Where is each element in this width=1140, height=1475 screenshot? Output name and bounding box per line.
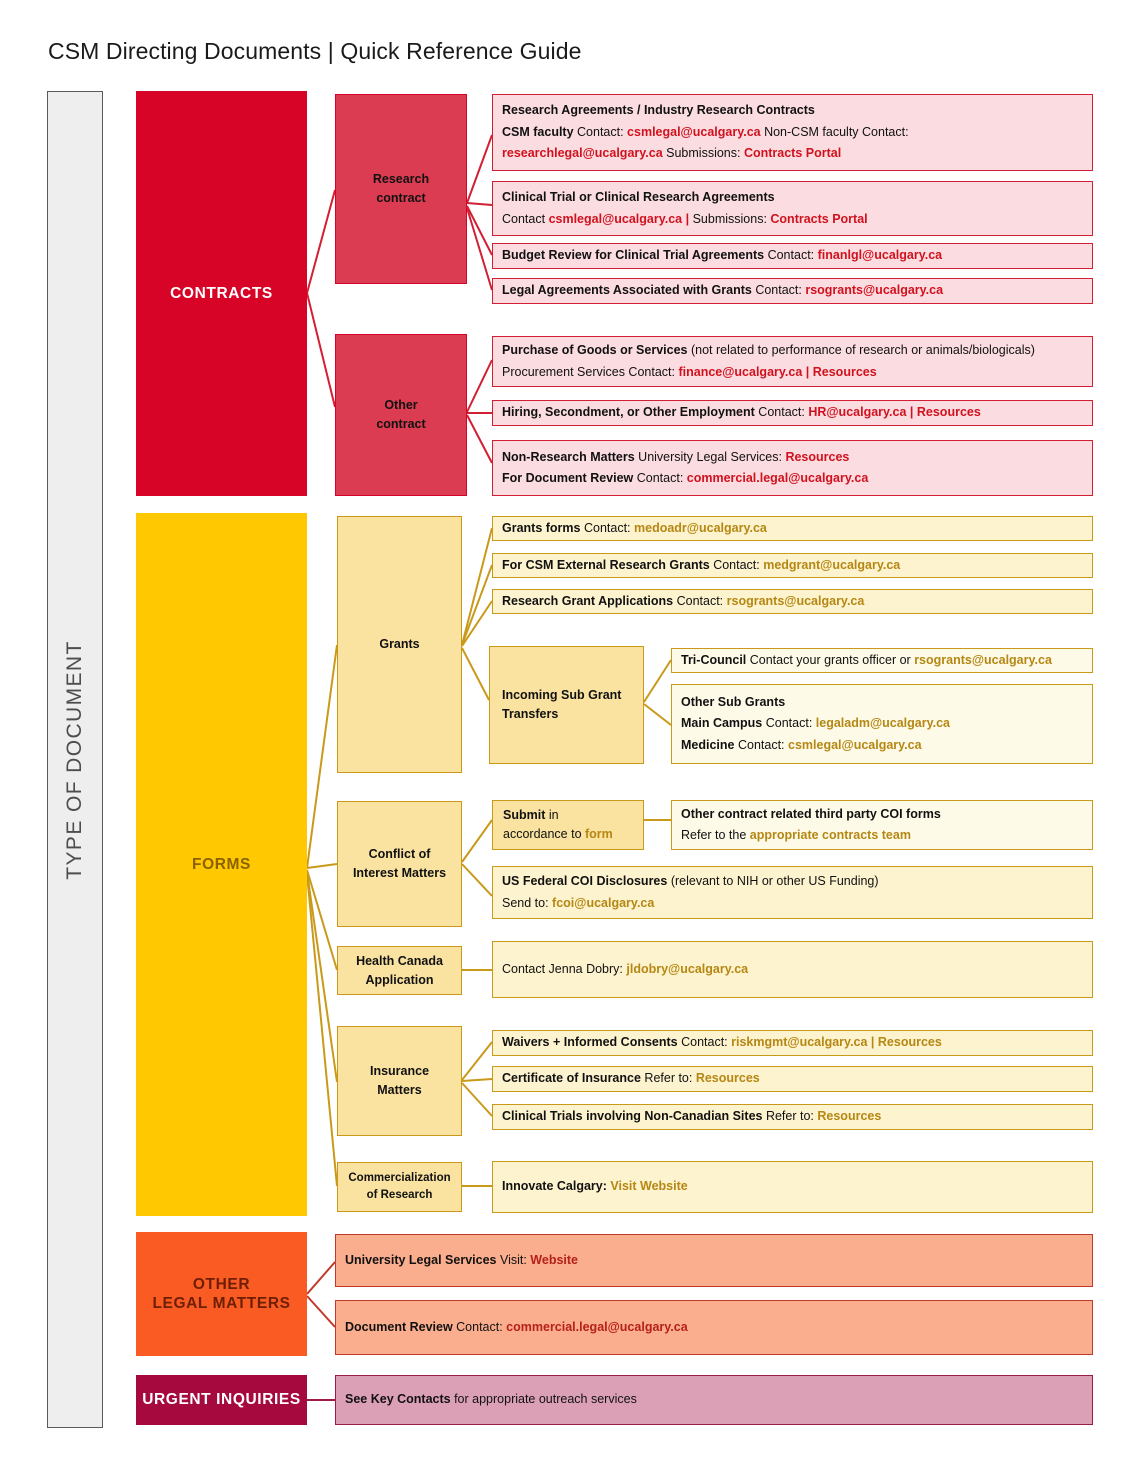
email-csmlegal-ct[interactable]: csmlegal@ucalgary.ca xyxy=(548,211,683,226)
separator-pipe: | xyxy=(682,211,693,226)
leaf-document-review[interactable] xyxy=(335,1300,1093,1355)
email-hr[interactable]: HR@ucalgary.ca xyxy=(808,405,907,420)
key-contacts-heading[interactable]: See Key Contacts xyxy=(345,1392,451,1407)
leaf-research-grant-applications[interactable] xyxy=(492,589,1093,614)
procurement-label: Procurement Services Contact: xyxy=(502,364,679,379)
urgent-inquiries-label: URGENT INQUIRIES xyxy=(142,1391,301,1409)
grants-forms-heading: Grants forms xyxy=(502,520,581,535)
research-grant-apps-heading: Research Grant Applications xyxy=(502,593,674,608)
incoming-sub-grant-line2: Transfers xyxy=(502,707,559,721)
innovate-calgary-heading: Innovate Calgary: xyxy=(502,1179,607,1194)
purchase-goods-heading: Purchase of Goods or Services xyxy=(502,343,688,357)
budget-review-contact-label: Contact: xyxy=(764,248,818,263)
email-legaladm[interactable]: legaladm@ucalgary.ca xyxy=(815,716,951,731)
document-review-heading: For Document Review xyxy=(502,471,634,485)
us-federal-coi-send-label: Send to: xyxy=(502,895,553,910)
subcategory-research-contract[interactable] xyxy=(335,94,467,284)
separator-pipe-4: | xyxy=(867,1035,878,1050)
rail-label: TYPE OF DOCUMENT xyxy=(63,639,86,880)
certificate-heading: Certificate of Insurance xyxy=(502,1071,641,1086)
doc-review-heading: Document Review xyxy=(345,1319,453,1334)
non-canadian-heading: Clinical Trials involving Non-Canadian Sites xyxy=(502,1109,763,1124)
subcategory-other-contract[interactable] xyxy=(335,334,467,496)
main-campus-label: Main Campus xyxy=(681,716,763,731)
email-rsogrants-apps[interactable]: rsogrants@ucalgary.ca xyxy=(726,593,865,608)
link-contracts-portal[interactable]: Contracts Portal xyxy=(743,146,842,161)
waivers-heading: Waivers + Informed Consents xyxy=(502,1035,678,1050)
doc-review-contact-label: Contact: xyxy=(452,1319,507,1334)
link-resources-hr[interactable]: Resources xyxy=(916,405,981,420)
insurance-line2: Matters xyxy=(377,1083,422,1097)
uls-heading: University Legal Services xyxy=(345,1252,497,1267)
link-resources-waivers[interactable]: Resources xyxy=(877,1035,942,1050)
leaf-innovate-calgary[interactable] xyxy=(492,1161,1093,1213)
leaf-tri-council[interactable] xyxy=(671,648,1093,673)
category-urgent-inquiries[interactable] xyxy=(136,1375,307,1425)
subcategory-incoming-sub-grant[interactable] xyxy=(489,646,644,764)
leaf-clinical-trial-agreements[interactable] xyxy=(492,181,1093,236)
grants-forms-contact-label: Contact: xyxy=(580,520,634,535)
non-research-uls-label: University Legal Services: xyxy=(634,449,786,464)
us-federal-coi-note: (relevant to NIH or other US Funding) xyxy=(667,874,879,888)
submit-rest: in xyxy=(545,808,559,823)
email-csmlegal-sub[interactable]: csmlegal@ucalgary.ca xyxy=(788,737,922,752)
coi-line2: Interest Matters xyxy=(352,866,447,880)
subcategory-conflict-of-interest[interactable] xyxy=(337,801,462,927)
subcategory-commercialization[interactable] xyxy=(337,1162,462,1212)
separator-pipe-3: | xyxy=(906,405,917,420)
email-finance[interactable]: finance@ucalgary.ca xyxy=(678,364,803,379)
non-canadian-refer-label: Refer to: xyxy=(762,1109,818,1124)
leaf-key-contacts[interactable] xyxy=(335,1375,1093,1425)
category-forms-label: FORMS xyxy=(192,855,251,873)
research-agreements-noncsm-label: Non-CSM faculty Contact: xyxy=(760,124,909,139)
leaf-certificate-insurance[interactable] xyxy=(492,1066,1093,1092)
leaf-purchase-goods[interactable] xyxy=(492,336,1093,387)
uls-visit-label: Visit: xyxy=(496,1252,531,1267)
page-title: CSM Directing Documents | Quick Reference Guide xyxy=(48,38,582,64)
clinical-trial-submissions-label: Submissions: xyxy=(692,211,771,226)
email-fcoi[interactable]: fcoi@ucalgary.ca xyxy=(552,895,655,910)
us-federal-coi-heading: US Federal COI Disclosures xyxy=(502,874,668,888)
link-form[interactable]: form xyxy=(585,827,613,841)
leaf-hiring[interactable] xyxy=(492,400,1093,426)
purchase-goods-note: (not related to performance of research or animals/biologicals) xyxy=(687,343,1035,357)
coi-line1: Conflict of xyxy=(368,847,431,862)
health-canada-line2: Application xyxy=(365,972,434,987)
hiring-heading: Hiring, Secondment, or Other Employment xyxy=(502,405,755,420)
research-agreements-contact-label: Contact: xyxy=(573,124,628,139)
link-resources-certificate[interactable]: Resources xyxy=(695,1071,760,1086)
leaf-research-agreements[interactable] xyxy=(492,94,1093,171)
document-review-contact-label: Contact: xyxy=(633,471,687,485)
main-campus-contact-label: Contact: xyxy=(762,716,816,731)
subcategory-insurance-matters[interactable] xyxy=(337,1026,462,1136)
link-visit-website-innovate[interactable]: Visit Website xyxy=(606,1179,688,1194)
leaf-health-canada-contact[interactable] xyxy=(492,941,1093,998)
separator-pipe-2: | xyxy=(802,364,813,379)
category-forms[interactable] xyxy=(136,513,307,1216)
tri-council-note: Contact your grants officer or xyxy=(746,652,915,667)
leaf-us-federal-coi[interactable] xyxy=(492,866,1093,919)
email-riskmgmt[interactable]: riskmgmt@ucalgary.ca xyxy=(731,1035,868,1050)
clinical-trial-heading: Clinical Trial or Clinical Research Agreements xyxy=(502,190,775,204)
legal-agreements-contact-label: Contact: xyxy=(751,283,806,298)
email-commercial-legal[interactable]: commercial.legal@ucalgary.ca xyxy=(686,471,869,485)
email-jldobry[interactable]: jldobry@ucalgary.ca xyxy=(626,961,749,976)
link-resources-uls[interactable]: Resources xyxy=(785,449,850,464)
category-contracts[interactable] xyxy=(136,91,307,496)
other-sub-grants-heading: Other Sub Grants xyxy=(681,694,786,709)
hiring-contact-label: Contact: xyxy=(754,405,809,420)
leaf-waivers[interactable] xyxy=(492,1030,1093,1056)
link-resources-procurement[interactable]: Resources xyxy=(812,364,877,379)
research-contract-line2: contract xyxy=(376,191,426,205)
category-contracts-label: CONTRACTS xyxy=(170,284,273,302)
grants-label: Grants xyxy=(379,637,420,652)
link-contracts-portal-ct[interactable]: Contracts Portal xyxy=(770,211,868,226)
waivers-contact-label: Contact: xyxy=(677,1035,732,1050)
legal-agreements-heading: Legal Agreements Associated with Grants xyxy=(502,283,752,298)
csm-external-contact-label: Contact: xyxy=(709,557,764,572)
jenna-dobry-label: Contact Jenna Dobry: xyxy=(502,961,627,976)
third-party-coi-refer-label: Refer to the xyxy=(681,828,750,842)
accordance-label: accordance to xyxy=(503,827,585,841)
leaf-other-sub-grants[interactable] xyxy=(671,684,1093,764)
budget-review-heading: Budget Review for Clinical Trial Agreements xyxy=(502,248,765,263)
leaf-csm-external-grants[interactable] xyxy=(492,553,1093,578)
email-rsogrants-legal[interactable]: rsogrants@ucalgary.ca xyxy=(805,283,944,298)
other-legal-line2: LEGAL MATTERS xyxy=(152,1295,291,1312)
email-csmlegal[interactable]: csmlegal@ucalgary.ca xyxy=(627,124,761,139)
other-contract-line2: contract xyxy=(376,417,426,431)
commercialization-line2: of Research xyxy=(366,1189,433,1201)
research-agreements-heading: Research Agreements / Industry Research Contracts xyxy=(502,103,815,118)
subcategory-health-canada[interactable] xyxy=(337,946,462,995)
subcategory-submit-in-accordance[interactable] xyxy=(492,800,644,850)
link-website-uls[interactable]: Website xyxy=(530,1252,578,1267)
leaf-clinical-trials-non-canadian[interactable] xyxy=(492,1104,1093,1130)
research-agreements-submissions-label: Submissions: xyxy=(662,146,744,161)
email-researchlegal[interactable]: researchlegal@ucalgary.ca xyxy=(502,146,663,161)
submit-bold: Submit xyxy=(503,808,546,823)
non-research-heading: Non-Research Matters xyxy=(502,449,635,464)
third-party-coi-heading: Other contract related third party COI forms xyxy=(681,806,941,821)
leaf-non-research-matters[interactable] xyxy=(492,440,1093,496)
tri-council-heading: Tri-Council xyxy=(681,652,747,667)
type-of-document-rail xyxy=(47,91,103,1428)
research-contract-line1: Research xyxy=(372,172,430,187)
link-resources-noncanadian[interactable]: Resources xyxy=(817,1109,882,1124)
email-commercial-legal-2[interactable]: commercial.legal@ucalgary.ca xyxy=(506,1319,688,1334)
incoming-sub-grant-line1: Incoming Sub Grant xyxy=(502,688,622,703)
leaf-university-legal-services[interactable] xyxy=(335,1234,1093,1287)
email-rsogrants-tricouncil[interactable]: rsogrants@ucalgary.ca xyxy=(914,652,1052,667)
category-other-legal-matters[interactable] xyxy=(136,1232,307,1356)
csm-external-heading: For CSM External Research Grants xyxy=(502,557,710,572)
email-medoadr[interactable]: medoadr@ucalgary.ca xyxy=(634,520,767,535)
email-medgrant[interactable]: medgrant@ucalgary.ca xyxy=(763,557,901,572)
key-contacts-note: for appropriate outreach services xyxy=(450,1392,637,1407)
subcategory-grants[interactable] xyxy=(337,516,462,773)
other-contract-line1: Other xyxy=(384,398,418,413)
commercialization-line1: Commercialization xyxy=(348,1171,451,1184)
clinical-trial-contact-label: Contact xyxy=(502,211,549,226)
research-agreements-csm-label: CSM faculty xyxy=(502,124,574,139)
link-contracts-team[interactable]: appropriate contracts team xyxy=(749,828,911,842)
email-finanlgl[interactable]: finanlgl@ucalgary.ca xyxy=(817,248,943,263)
other-legal-line1: OTHER xyxy=(192,1275,251,1293)
leaf-budget-review[interactable] xyxy=(492,243,1093,269)
medicine-contact-label: Contact: xyxy=(734,737,788,752)
medicine-label: Medicine xyxy=(681,737,735,752)
leaf-third-party-coi[interactable] xyxy=(671,800,1093,850)
leaf-grants-forms[interactable] xyxy=(492,516,1093,541)
research-grant-apps-contact-label: Contact: xyxy=(673,593,727,608)
health-canada-line1: Health Canada xyxy=(356,953,443,968)
insurance-line1: Insurance xyxy=(369,1064,430,1079)
leaf-legal-agreements-grants[interactable] xyxy=(492,278,1093,304)
certificate-refer-label: Refer to: xyxy=(640,1071,696,1086)
